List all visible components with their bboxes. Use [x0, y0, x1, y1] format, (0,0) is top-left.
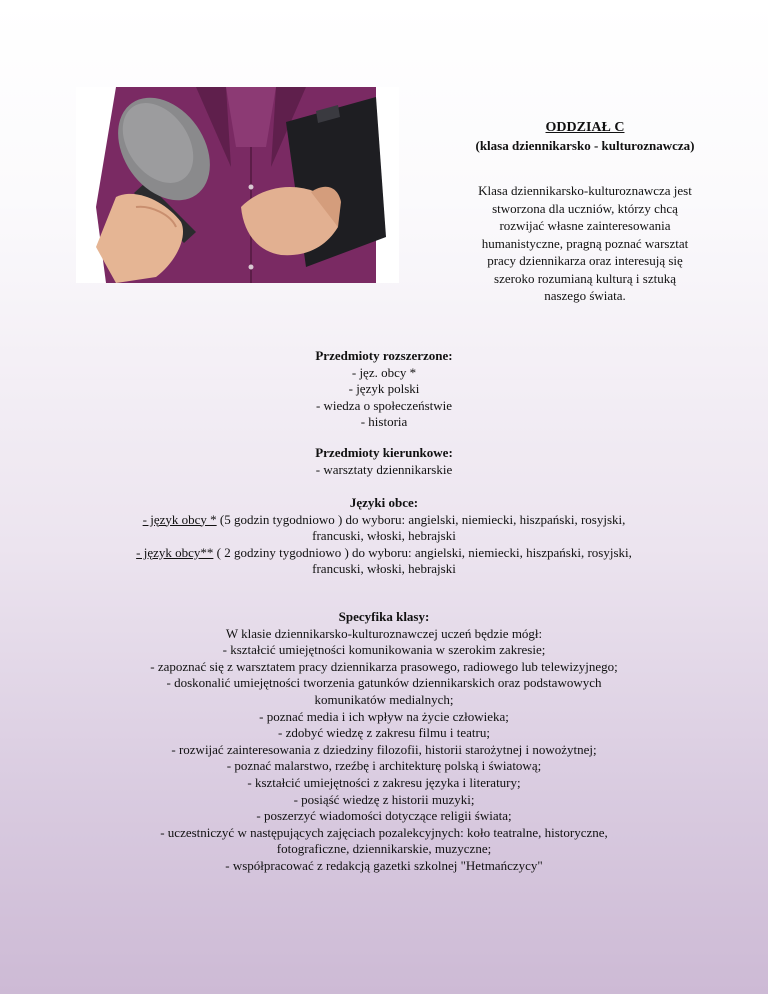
specifics-line: - poszerzyć wiadomości dotyczące religii świata; — [256, 808, 512, 824]
language-cont-2: francuski, włoski, hebrajski — [312, 561, 456, 577]
subject-item: - język polski — [348, 381, 420, 397]
specifics-line: - rozwijać zainteresowania z dziedziny filozofii, historii starożytnej i nowożytnej; — [171, 741, 597, 757]
specifics-line: - kształcić umiejętności z zakresu języka i literatury; — [247, 774, 521, 790]
specifics-line: - uczestniczyć w następujących zajęciach pozalekcyjnych: koło teatralne, historyczne, — [160, 824, 608, 840]
language-text-1: (5 godzin tygodniowo ) do wyboru: angielski, niemiecki, hiszpański, rosyjski, — [216, 511, 626, 527]
language-option-2 — [40, 545, 728, 562]
specifics-line: - kształcić umiejętności komunikowania w szerokim zakresie; — [222, 642, 546, 658]
class-specifics-section — [40, 609, 728, 875]
specifics-line: - doskonalić umiejętności tworzenia gatunków dziennikarskich oraz podstawowych — [166, 675, 602, 691]
intro-line: rozwijać własne zainteresowania — [499, 218, 671, 233]
specifics-line: - posiąść wiedzę z historii muzyki; — [293, 791, 475, 807]
intro-line: naszego świata. — [544, 288, 626, 303]
intro-line: stworzona dla uczniów, którzy chcą — [492, 200, 678, 216]
intro-line: humanistyczne, pragną poznać warsztat — [481, 235, 689, 251]
extended-subjects-section — [40, 348, 728, 431]
specifics-line: fotograficzne, dziennikarskie, muzyczne; — [276, 841, 492, 857]
language-cont-1: francuski, włoski, hebrajski — [312, 528, 456, 544]
microphone-icon — [76, 87, 399, 283]
extended-subjects-heading: Przedmioty rozszerzone: — [315, 348, 453, 363]
languages-section — [40, 495, 728, 578]
directional-subjects-heading: Przedmioty kierunkowe: — [315, 445, 453, 460]
language-label-1: - język obcy * — [142, 511, 217, 527]
directional-subjects-section — [40, 445, 728, 478]
languages-heading: Języki obce: — [349, 495, 419, 510]
specifics-line: - zdobyć wiedzę z zakresu filmu i teatru; — [278, 725, 490, 741]
subject-item: - jęz. obcy * — [351, 364, 417, 380]
intro-line: szeroko rozumianą kulturą i sztuką — [494, 270, 676, 286]
specifics-line: - zapoznać się z warsztatem pracy dziennikarza prasowego, radiowego lub telewizyjnego; — [150, 658, 618, 674]
language-option-1 — [40, 512, 728, 529]
intro-line: Klasa dziennikarsko-kulturoznawcza jest — [478, 183, 692, 198]
subject-item: - wiedza o społeczeństwie — [315, 397, 453, 413]
specifics-line: - poznać media i ich wpływ na życie człowieka; — [259, 708, 509, 724]
specifics-line: - poznać malarstwo, rzeźbę i architekturę polską i światową; — [226, 758, 542, 774]
specifics-line: W klasie dziennikarsko-kulturoznawczej uczeń będzie mógł: — [225, 625, 543, 641]
language-label-2: - język obcy** — [136, 544, 214, 560]
subject-item: - historia — [360, 414, 408, 430]
class-specifics-heading: Specyfika klasy: — [338, 609, 430, 624]
reporter-photo — [76, 87, 399, 283]
intro-paragraph — [410, 182, 760, 305]
class-subtitle: (klasa dziennikarsko - kulturoznawcza) — [475, 138, 695, 153]
language-text-2: ( 2 godziny tygodniowo ) do wyboru: angielski, niemiecki, hiszpański, rosyjski, — [213, 544, 632, 560]
intro-line: pracy dziennikarza oraz interesują się — [487, 253, 683, 268]
specifics-line: - współpracować z redakcją gazetki szkolnej "Hetmańczycy" — [225, 857, 543, 873]
specifics-line: komunikatów medialnych; — [314, 691, 454, 707]
subject-item: - warsztaty dziennikarskie — [315, 461, 453, 477]
class-title: ODDZIAŁ C — [545, 120, 625, 135]
